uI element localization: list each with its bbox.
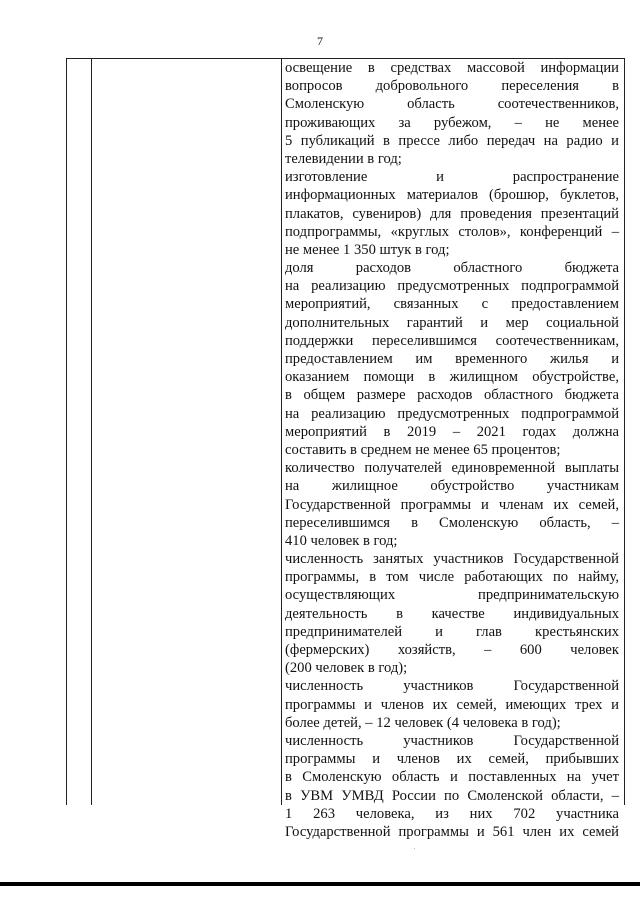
text-line: предоставлением им временного жилья и [285, 351, 619, 367]
text-line: на реализацию предусмотренных подпрограммой [285, 405, 619, 422]
page-number: 7 [317, 34, 323, 48]
text-line: подпрограммы, «круглых столов», конференций – [285, 223, 619, 240]
text-line: Государственной программы и членам их семей, [285, 496, 619, 513]
text-line: (200 человек в год); [285, 660, 408, 677]
text-line: Смоленскую область соотечественников, [285, 96, 619, 113]
text-line: (фермерских) хозяйств, – 600 человек [285, 642, 619, 658]
text-line: на реализацию предусмотренных подпрограммой [285, 278, 619, 295]
text-line: программы и членов их семей, прибывших [285, 751, 619, 768]
text-line: не менее 1 350 штук в год; [285, 241, 450, 258]
text-line: плакатов, сувениров) для проведения презентаций [285, 205, 619, 222]
text-line: количество получателей единовременной выплаты [285, 460, 619, 477]
column-divider [281, 59, 282, 805]
text-line: в Смоленскую область и поставленных на учет [285, 769, 619, 786]
text-line: предпринимателей и глав крестьянских [285, 623, 619, 640]
text-line: на жилищное обустройство участникам [285, 478, 619, 495]
text-line: доля расходов областного бюджета [285, 260, 619, 277]
text-line: в УВМ УМВД России по Смоленской области, – [285, 787, 619, 804]
text-line: поддержки переселившимся соотечественникам, [285, 332, 619, 349]
text-line: численность участников Государственной [285, 732, 619, 749]
text-line: информационных материалов (брошюр, буклетов, [285, 187, 619, 204]
text-line: программы и членов их семей, имеющих трех и [285, 696, 619, 713]
scan-speck [414, 848, 415, 849]
text-line: осуществляющих предпринимательскую [285, 587, 619, 604]
document-table [66, 58, 625, 840]
bottom-scan-border [0, 882, 640, 886]
text-line: в общем размере расходов областного бюджета [285, 387, 619, 404]
text-line: программы, в том числе работающих по найму, [285, 569, 619, 586]
text-line: Государственной программы и 561 член их семей [285, 823, 619, 840]
text-line: численность занятых участников Государственной [285, 551, 619, 568]
text-line: переселившимся в Смоленскую область, – [285, 514, 619, 531]
text-line: телевидении в год; [285, 150, 402, 167]
text-line: численность участников Государственной [285, 678, 619, 695]
column-divider [91, 59, 92, 805]
text-line: более детей, – 12 человек (4 человека в год); [285, 714, 561, 731]
text-line: 1 263 человека, из них 702 участника [285, 805, 619, 822]
text-line: дополнительных гарантий и мер социальной [285, 314, 619, 331]
table-text-cell [285, 59, 619, 841]
text-line: вопросов добровольного переселения в [285, 78, 619, 95]
text-line: 410 человек в год; [285, 532, 398, 549]
text-line: мероприятий, связанных с предоставлением [285, 296, 619, 313]
text-line: изготовление и распространение [285, 169, 619, 186]
text-line: оказанием помощи в жилищном обустройстве, [285, 369, 619, 386]
text-line: проживающих за рубежом, – не менее [285, 114, 619, 131]
text-line: 5 публикаций в прессе либо передач на радио и [285, 132, 619, 149]
text-line: мероприятий в 2019 – 2021 годах должна [285, 423, 619, 440]
text-line: освещение в средствах массовой информации [285, 60, 619, 76]
text-line: составить в среднем не менее 65 процентов; [285, 441, 561, 458]
text-line: деятельность в качестве индивидуальных [285, 605, 619, 622]
